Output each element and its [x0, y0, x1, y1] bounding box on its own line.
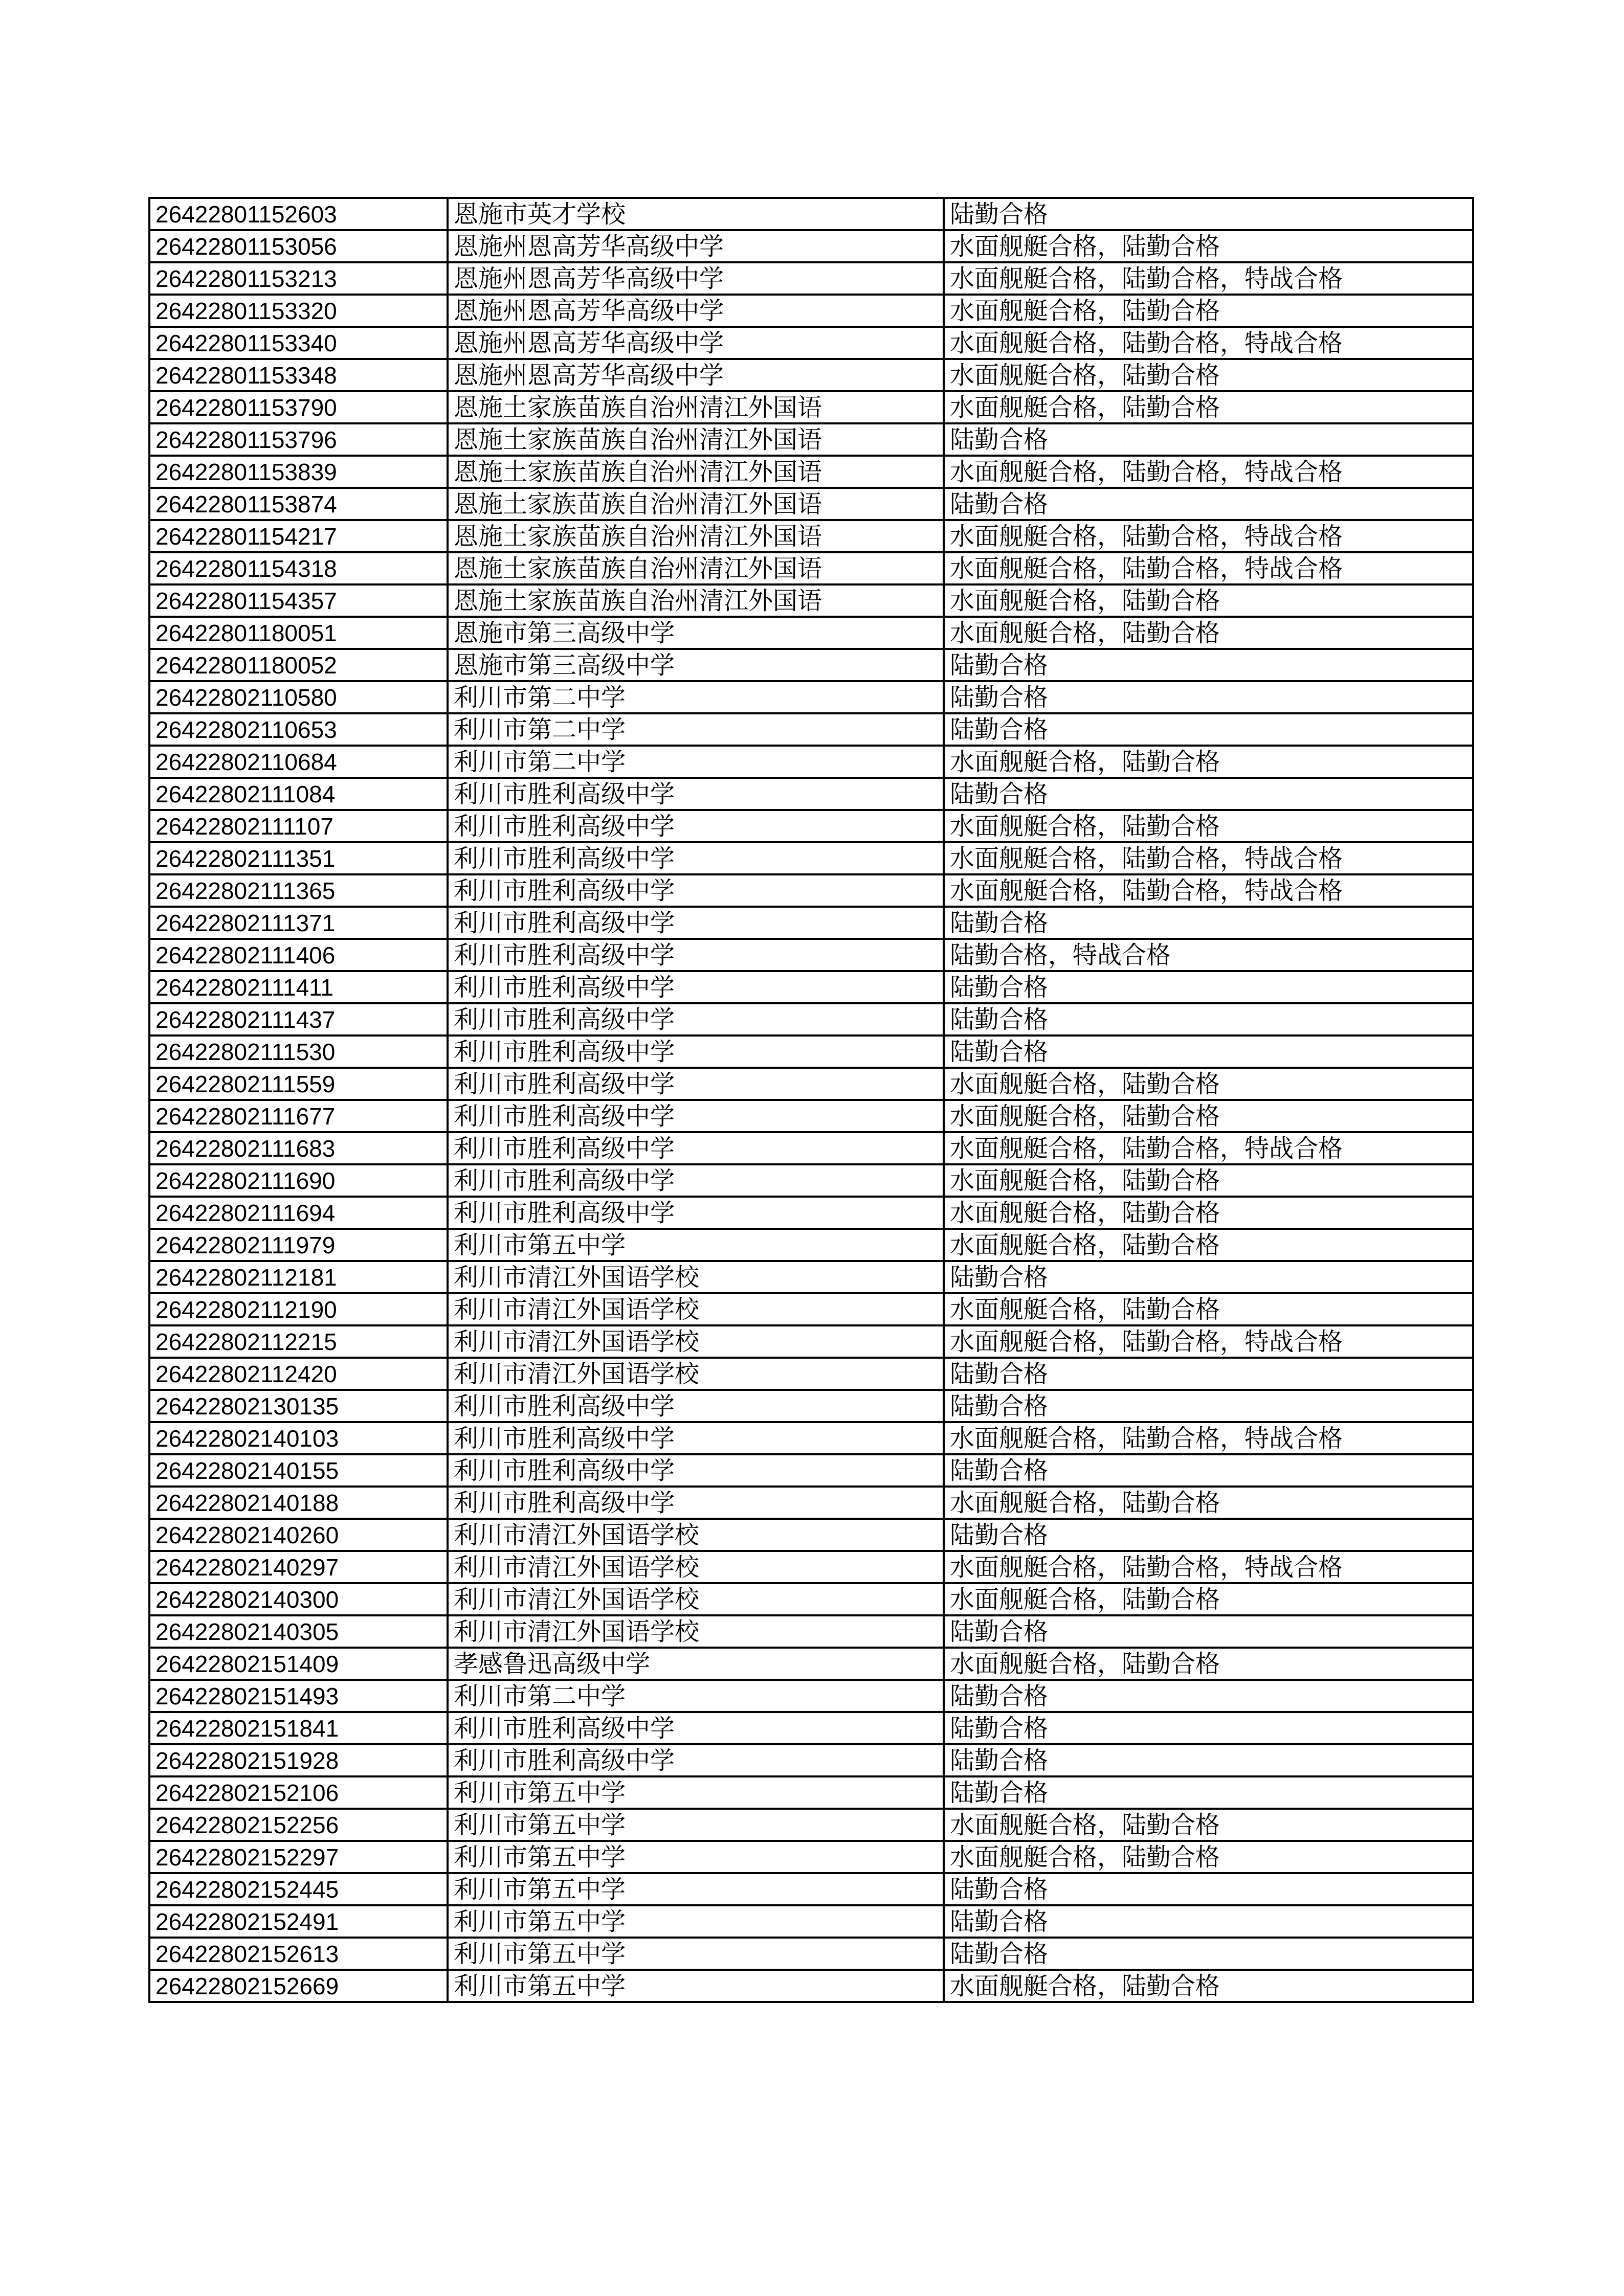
- candidate-id-cell: 26422802152613: [149, 1938, 448, 1970]
- school-name-cell: 利川市第二中学: [448, 1680, 944, 1712]
- candidate-id-cell: 26422802112420: [149, 1358, 448, 1390]
- candidate-id-cell: 26422802152297: [149, 1841, 448, 1873]
- table-row: [149, 907, 1473, 939]
- result-cell: 陆勤合格，特战合格: [944, 939, 1473, 971]
- candidate-id-cell: 26422802111365: [149, 874, 448, 907]
- table-row: [149, 1100, 1473, 1132]
- school-name-cell: 孝感鲁迅高级中学: [448, 1648, 944, 1680]
- school-name-cell: 利川市清江外国语学校: [448, 1325, 944, 1358]
- table-row: [149, 1519, 1473, 1551]
- result-cell: 陆勤合格: [944, 971, 1473, 1003]
- table-row: [149, 1680, 1473, 1712]
- school-name-cell: 利川市胜利高级中学: [448, 842, 944, 874]
- table-row: [149, 1003, 1473, 1036]
- school-name-cell: 利川市清江外国语学校: [448, 1615, 944, 1648]
- table-row: [149, 1229, 1473, 1261]
- result-cell: 水面舰艇合格，陆勤合格: [944, 746, 1473, 778]
- candidate-id-cell: 26422802151841: [149, 1712, 448, 1744]
- candidate-id-cell: 26422802110580: [149, 681, 448, 713]
- school-name-cell: 恩施州恩高芳华高级中学: [448, 359, 944, 391]
- result-cell: 陆勤合格: [944, 1390, 1473, 1422]
- candidate-id-cell: 26422802140300: [149, 1583, 448, 1615]
- candidate-id-cell: 26422801153796: [149, 423, 448, 456]
- school-name-cell: 利川市胜利高级中学: [448, 1003, 944, 1036]
- table-row: [149, 649, 1473, 681]
- school-name-cell: 利川市清江外国语学校: [448, 1583, 944, 1615]
- school-name-cell: 恩施市第三高级中学: [448, 617, 944, 649]
- candidate-id-cell: 26422801153320: [149, 295, 448, 327]
- school-name-cell: 利川市胜利高级中学: [448, 907, 944, 939]
- candidate-id-cell: 26422802111411: [149, 971, 448, 1003]
- candidate-id-cell: 26422802152445: [149, 1873, 448, 1905]
- result-cell: 陆勤合格: [944, 1036, 1473, 1068]
- table-row: [149, 1164, 1473, 1197]
- candidate-id-cell: 26422802111530: [149, 1036, 448, 1068]
- table-row: [149, 1197, 1473, 1229]
- candidate-id-cell: 26422802140260: [149, 1519, 448, 1551]
- table-row: [149, 1938, 1473, 1970]
- candidate-id-cell: 26422801154217: [149, 520, 448, 552]
- candidate-id-cell: 26422801153839: [149, 456, 448, 488]
- table-row: [149, 230, 1473, 262]
- school-name-cell: 利川市第五中学: [448, 1873, 944, 1905]
- result-cell: 陆勤合格: [944, 1680, 1473, 1712]
- table-row: [149, 939, 1473, 971]
- candidate-id-cell: 26422802111084: [149, 778, 448, 810]
- table-row: [149, 1615, 1473, 1648]
- table-row: [149, 842, 1473, 874]
- table-row: [149, 359, 1473, 391]
- school-name-cell: 恩施土家族苗族自治州清江外国语: [448, 456, 944, 488]
- candidate-id-cell: 26422801153874: [149, 488, 448, 520]
- table-row: [149, 1873, 1473, 1905]
- school-name-cell: 利川市第五中学: [448, 1905, 944, 1938]
- result-cell: 陆勤合格: [944, 1873, 1473, 1905]
- school-name-cell: 利川市第五中学: [448, 1970, 944, 2002]
- result-cell: 水面舰艇合格，陆勤合格，特战合格: [944, 456, 1473, 488]
- table-row: [149, 295, 1473, 327]
- result-cell: 水面舰艇合格，陆勤合格: [944, 1970, 1473, 2002]
- result-cell: 陆勤合格: [944, 907, 1473, 939]
- table-row: [149, 1261, 1473, 1293]
- candidate-id-cell: 26422802110653: [149, 713, 448, 746]
- candidate-id-cell: 26422802111979: [149, 1229, 448, 1261]
- result-cell: 水面舰艇合格，陆勤合格，特战合格: [944, 262, 1473, 295]
- school-name-cell: 恩施市第三高级中学: [448, 649, 944, 681]
- result-cell: 水面舰艇合格，陆勤合格，特战合格: [944, 1422, 1473, 1454]
- candidate-id-cell: 26422801153056: [149, 230, 448, 262]
- result-cell: 陆勤合格: [944, 1358, 1473, 1390]
- school-name-cell: 利川市清江外国语学校: [448, 1519, 944, 1551]
- candidate-id-cell: 26422802111351: [149, 842, 448, 874]
- result-cell: 陆勤合格: [944, 1938, 1473, 1970]
- results-table-body: [149, 198, 1473, 2002]
- result-cell: 水面舰艇合格，陆勤合格: [944, 810, 1473, 842]
- school-name-cell: 利川市第五中学: [448, 1229, 944, 1261]
- candidate-id-cell: 26422802151493: [149, 1680, 448, 1712]
- candidate-id-cell: 26422801153790: [149, 391, 448, 423]
- result-cell: 水面舰艇合格，陆勤合格: [944, 1648, 1473, 1680]
- candidate-id-cell: 26422802151928: [149, 1744, 448, 1776]
- school-name-cell: 恩施土家族苗族自治州清江外国语: [448, 391, 944, 423]
- candidate-id-cell: 26422802111371: [149, 907, 448, 939]
- table-row: [149, 1293, 1473, 1325]
- result-cell: 陆勤合格: [944, 1454, 1473, 1487]
- result-cell: 水面舰艇合格，陆勤合格: [944, 391, 1473, 423]
- table-row: [149, 391, 1473, 423]
- table-row: [149, 1583, 1473, 1615]
- result-cell: 水面舰艇合格，陆勤合格: [944, 1293, 1473, 1325]
- school-name-cell: 利川市胜利高级中学: [448, 971, 944, 1003]
- school-name-cell: 利川市第五中学: [448, 1938, 944, 1970]
- school-name-cell: 利川市胜利高级中学: [448, 1068, 944, 1100]
- result-cell: 水面舰艇合格，陆勤合格，特战合格: [944, 327, 1473, 359]
- result-cell: 水面舰艇合格，陆勤合格: [944, 359, 1473, 391]
- result-cell: 水面舰艇合格，陆勤合格，特战合格: [944, 1325, 1473, 1358]
- result-cell: 陆勤合格: [944, 1712, 1473, 1744]
- table-row: [149, 1325, 1473, 1358]
- candidate-id-cell: 26422802152256: [149, 1809, 448, 1841]
- candidate-id-cell: 26422802111694: [149, 1197, 448, 1229]
- result-cell: 水面舰艇合格，陆勤合格，特战合格: [944, 1132, 1473, 1164]
- result-cell: 陆勤合格: [944, 1744, 1473, 1776]
- candidate-id-cell: 26422802110684: [149, 746, 448, 778]
- candidate-id-cell: 26422802111406: [149, 939, 448, 971]
- school-name-cell: 利川市第五中学: [448, 1776, 944, 1809]
- school-name-cell: 利川市胜利高级中学: [448, 778, 944, 810]
- candidate-id-cell: 26422801180052: [149, 649, 448, 681]
- candidate-id-cell: 26422802111683: [149, 1132, 448, 1164]
- result-cell: 水面舰艇合格，陆勤合格: [944, 230, 1473, 262]
- candidate-id-cell: 26422802140188: [149, 1487, 448, 1519]
- school-name-cell: 利川市胜利高级中学: [448, 1197, 944, 1229]
- result-cell: 陆勤合格: [944, 1905, 1473, 1938]
- table-row: [149, 1036, 1473, 1068]
- table-row: [149, 1390, 1473, 1422]
- school-name-cell: 恩施土家族苗族自治州清江外国语: [448, 552, 944, 584]
- result-cell: 水面舰艇合格，陆勤合格: [944, 617, 1473, 649]
- school-name-cell: 利川市清江外国语学校: [448, 1358, 944, 1390]
- table-row: [149, 874, 1473, 907]
- school-name-cell: 利川市胜利高级中学: [448, 1712, 944, 1744]
- school-name-cell: 利川市胜利高级中学: [448, 810, 944, 842]
- candidate-id-cell: 26422802140155: [149, 1454, 448, 1487]
- result-cell: 水面舰艇合格，陆勤合格: [944, 1100, 1473, 1132]
- candidate-id-cell: 26422802111559: [149, 1068, 448, 1100]
- result-cell: 水面舰艇合格，陆勤合格: [944, 1841, 1473, 1873]
- candidate-id-cell: 26422801154318: [149, 552, 448, 584]
- school-name-cell: 利川市胜利高级中学: [448, 1164, 944, 1197]
- school-name-cell: 恩施州恩高芳华高级中学: [448, 295, 944, 327]
- result-cell: 水面舰艇合格，陆勤合格，特战合格: [944, 552, 1473, 584]
- candidate-id-cell: 26422802111437: [149, 1003, 448, 1036]
- result-cell: 陆勤合格: [944, 713, 1473, 746]
- school-name-cell: 利川市胜利高级中学: [448, 939, 944, 971]
- school-name-cell: 恩施州恩高芳华高级中学: [448, 230, 944, 262]
- result-cell: 水面舰艇合格，陆勤合格，特战合格: [944, 520, 1473, 552]
- candidate-id-cell: 26422802111690: [149, 1164, 448, 1197]
- candidate-id-cell: 26422801154357: [149, 584, 448, 617]
- school-name-cell: 恩施土家族苗族自治州清江外国语: [448, 488, 944, 520]
- school-name-cell: 利川市第五中学: [448, 1841, 944, 1873]
- table-row: [149, 423, 1473, 456]
- school-name-cell: 恩施土家族苗族自治州清江外国语: [448, 520, 944, 552]
- result-cell: 陆勤合格: [944, 198, 1473, 230]
- result-cell: 水面舰艇合格，陆勤合格: [944, 1229, 1473, 1261]
- table-row: [149, 681, 1473, 713]
- table-row: [149, 713, 1473, 746]
- result-cell: 水面舰艇合格，陆勤合格: [944, 584, 1473, 617]
- school-name-cell: 恩施土家族苗族自治州清江外国语: [448, 423, 944, 456]
- results-table: [148, 197, 1474, 2003]
- candidate-id-cell: 26422802111677: [149, 1100, 448, 1132]
- school-name-cell: 利川市第二中学: [448, 713, 944, 746]
- result-cell: 水面舰艇合格，陆勤合格: [944, 1809, 1473, 1841]
- table-row: [149, 262, 1473, 295]
- school-name-cell: 利川市胜利高级中学: [448, 874, 944, 907]
- table-row: [149, 1648, 1473, 1680]
- candidate-id-cell: 26422802152491: [149, 1905, 448, 1938]
- result-cell: 陆勤合格: [944, 488, 1473, 520]
- school-name-cell: 利川市清江外国语学校: [448, 1293, 944, 1325]
- result-cell: 水面舰艇合格，陆勤合格: [944, 1583, 1473, 1615]
- school-name-cell: 利川市胜利高级中学: [448, 1744, 944, 1776]
- result-cell: 陆勤合格: [944, 649, 1473, 681]
- table-row: [149, 1970, 1473, 2002]
- school-name-cell: 利川市胜利高级中学: [448, 1390, 944, 1422]
- result-cell: 水面舰艇合格，陆勤合格，特战合格: [944, 874, 1473, 907]
- table-row: [149, 1712, 1473, 1744]
- table-row: [149, 1809, 1473, 1841]
- result-cell: 水面舰艇合格，陆勤合格: [944, 1487, 1473, 1519]
- school-name-cell: 利川市清江外国语学校: [448, 1551, 944, 1583]
- table-row: [149, 1454, 1473, 1487]
- table-row: [149, 746, 1473, 778]
- table-row: [149, 488, 1473, 520]
- result-cell: 陆勤合格: [944, 1519, 1473, 1551]
- result-cell: 水面舰艇合格，陆勤合格: [944, 295, 1473, 327]
- result-cell: 陆勤合格: [944, 1615, 1473, 1648]
- candidate-id-cell: 26422802151409: [149, 1648, 448, 1680]
- candidate-id-cell: 26422802111107: [149, 810, 448, 842]
- school-name-cell: 利川市第二中学: [448, 746, 944, 778]
- result-cell: 陆勤合格: [944, 681, 1473, 713]
- school-name-cell: 恩施土家族苗族自治州清江外国语: [448, 584, 944, 617]
- table-row: [149, 456, 1473, 488]
- school-name-cell: 利川市胜利高级中学: [448, 1454, 944, 1487]
- result-cell: 陆勤合格: [944, 1776, 1473, 1809]
- table-row: [149, 552, 1473, 584]
- school-name-cell: 利川市胜利高级中学: [448, 1036, 944, 1068]
- table-row: [149, 1905, 1473, 1938]
- candidate-id-cell: 26422802112190: [149, 1293, 448, 1325]
- table-row: [149, 1358, 1473, 1390]
- table-row: [149, 520, 1473, 552]
- candidate-id-cell: 26422802140103: [149, 1422, 448, 1454]
- result-cell: 水面舰艇合格，陆勤合格: [944, 1068, 1473, 1100]
- table-row: [149, 778, 1473, 810]
- table-row: [149, 1132, 1473, 1164]
- candidate-id-cell: 26422801180051: [149, 617, 448, 649]
- table-row: [149, 810, 1473, 842]
- result-cell: 陆勤合格: [944, 1261, 1473, 1293]
- candidate-id-cell: 26422802112181: [149, 1261, 448, 1293]
- candidate-id-cell: 26422801153213: [149, 262, 448, 295]
- table-row: [149, 584, 1473, 617]
- school-name-cell: 恩施市英才学校: [448, 198, 944, 230]
- result-cell: 水面舰艇合格，陆勤合格，特战合格: [944, 1551, 1473, 1583]
- table-row: [149, 971, 1473, 1003]
- school-name-cell: 恩施州恩高芳华高级中学: [448, 327, 944, 359]
- candidate-id-cell: 26422802130135: [149, 1390, 448, 1422]
- school-name-cell: 利川市胜利高级中学: [448, 1132, 944, 1164]
- table-row: [149, 1487, 1473, 1519]
- table-row: [149, 1841, 1473, 1873]
- candidate-id-cell: 26422802112215: [149, 1325, 448, 1358]
- school-name-cell: 利川市胜利高级中学: [448, 1422, 944, 1454]
- table-row: [149, 327, 1473, 359]
- school-name-cell: 利川市第五中学: [448, 1809, 944, 1841]
- school-name-cell: 利川市胜利高级中学: [448, 1100, 944, 1132]
- result-cell: 陆勤合格: [944, 1003, 1473, 1036]
- school-name-cell: 利川市第二中学: [448, 681, 944, 713]
- result-cell: 水面舰艇合格，陆勤合格，特战合格: [944, 842, 1473, 874]
- candidate-id-cell: 26422802152669: [149, 1970, 448, 2002]
- candidate-id-cell: 26422801153340: [149, 327, 448, 359]
- result-cell: 陆勤合格: [944, 778, 1473, 810]
- candidate-id-cell: 26422802140297: [149, 1551, 448, 1583]
- result-cell: 水面舰艇合格，陆勤合格: [944, 1197, 1473, 1229]
- table-row: [149, 1551, 1473, 1583]
- table-row: [149, 1776, 1473, 1809]
- table-row: [149, 1422, 1473, 1454]
- school-name-cell: 利川市胜利高级中学: [448, 1487, 944, 1519]
- candidate-id-cell: 26422801152603: [149, 198, 448, 230]
- result-cell: 水面舰艇合格，陆勤合格: [944, 1164, 1473, 1197]
- table-row: [149, 617, 1473, 649]
- candidate-id-cell: 26422801153348: [149, 359, 448, 391]
- table-row: [149, 198, 1473, 230]
- school-name-cell: 恩施州恩高芳华高级中学: [448, 262, 944, 295]
- candidate-id-cell: 26422802152106: [149, 1776, 448, 1809]
- school-name-cell: 利川市清江外国语学校: [448, 1261, 944, 1293]
- result-cell: 陆勤合格: [944, 423, 1473, 456]
- table-row: [149, 1744, 1473, 1776]
- candidate-id-cell: 26422802140305: [149, 1615, 448, 1648]
- table-row: [149, 1068, 1473, 1100]
